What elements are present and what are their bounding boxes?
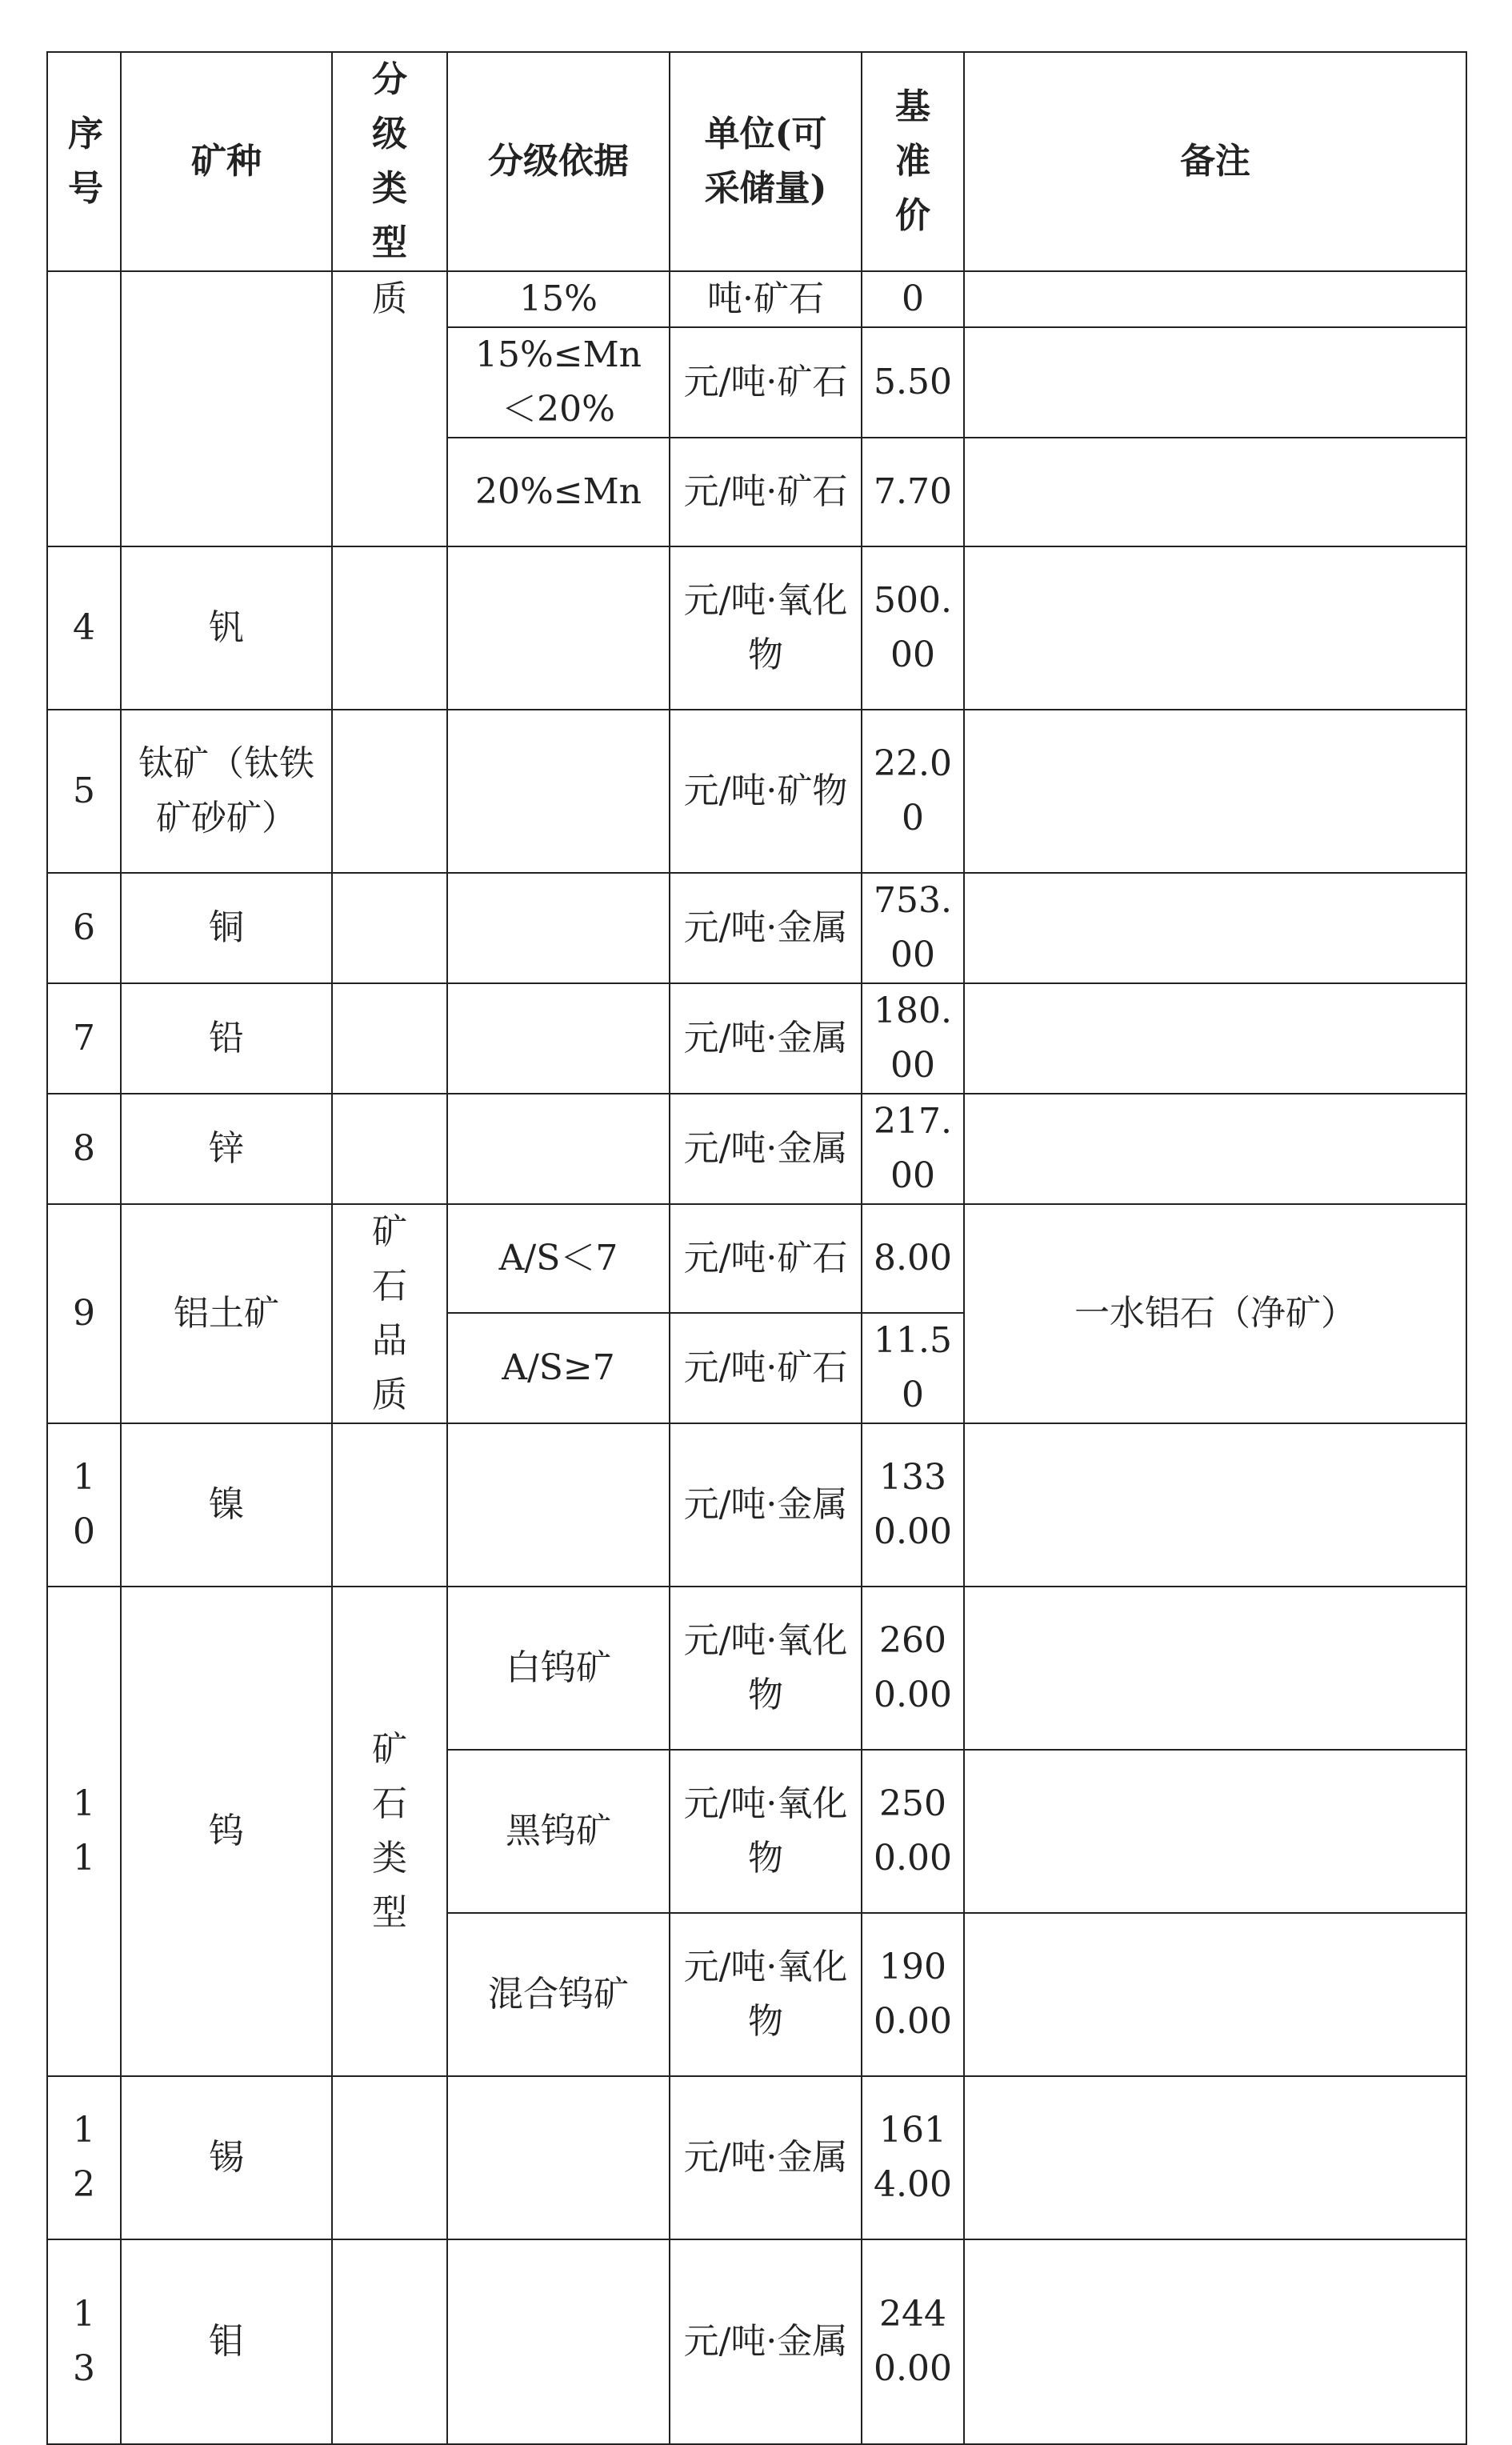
seq-cell: 10 xyxy=(47,1423,121,1587)
price-cell: 180.00 xyxy=(862,983,964,1094)
table-row xyxy=(47,1204,1466,1313)
mineral-cell: 锡 xyxy=(121,2076,332,2239)
unit-cell: 元/吨·金属 xyxy=(670,1423,862,1587)
mineral-cell: 钒 xyxy=(121,546,332,710)
table-row xyxy=(47,710,1466,873)
grade-basis-cell: A/S≥7 xyxy=(447,1313,670,1423)
remark-cell xyxy=(964,2076,1466,2239)
mineral-cell: 镍 xyxy=(121,1423,332,1587)
unit-cell: 元/吨·金属 xyxy=(670,2239,862,2444)
table-row xyxy=(47,1587,1466,1750)
grade-type-cell: 矿石品质 xyxy=(332,1204,447,1423)
mineral-cell: 铝土矿 xyxy=(121,1204,332,1423)
seq-cell: 6 xyxy=(47,873,121,983)
header-unit: 单位(可采储量) xyxy=(670,52,862,271)
grade-type-cell xyxy=(332,1094,447,1204)
unit-cell: 元/吨·矿石 xyxy=(670,327,862,438)
remark-cell xyxy=(964,1750,1466,1913)
unit-cell: 元/吨·金属 xyxy=(670,873,862,983)
price-cell: 5.50 xyxy=(862,327,964,438)
grade-basis-cell xyxy=(447,983,670,1094)
mineral-cell: 钛矿（钛铁矿砂矿） xyxy=(121,710,332,873)
seq-cell: 4 xyxy=(47,546,121,710)
seq-cell: 8 xyxy=(47,1094,121,1204)
grade-basis-cell: A/S＜7 xyxy=(447,1204,670,1313)
unit-cell: 元/吨·矿石 xyxy=(670,438,862,546)
mineral-cell: 钼 xyxy=(121,2239,332,2444)
unit-cell: 元/吨·矿石 xyxy=(670,1313,862,1423)
price-cell: 8.00 xyxy=(862,1204,964,1313)
header-base-price: 基准价 xyxy=(862,52,964,271)
price-cell: 2600.00 xyxy=(862,1587,964,1750)
remark-cell xyxy=(964,2239,1466,2444)
mineral-cell: 锌 xyxy=(121,1094,332,1204)
header-grade-type: 分级类型 xyxy=(332,52,447,271)
grade-basis-cell xyxy=(447,1423,670,1587)
remark-cell xyxy=(964,271,1466,327)
remark-cell xyxy=(964,1587,1466,1750)
grade-basis-cell: 混合钨矿 xyxy=(447,1913,670,2076)
header-mineral: 矿种 xyxy=(121,52,332,271)
remark-cell xyxy=(964,1913,1466,2076)
unit-cell: 元/吨·氧化物 xyxy=(670,1750,862,1913)
seq-cell: 7 xyxy=(47,983,121,1094)
grade-basis-cell xyxy=(447,2076,670,2239)
price-cell: 500.00 xyxy=(862,546,964,710)
price-cell: 7.70 xyxy=(862,438,964,546)
header-remarks: 备注 xyxy=(964,52,1466,271)
table-row xyxy=(47,546,1466,710)
grade-type-cell xyxy=(332,546,447,710)
unit-cell: 元/吨·氧化物 xyxy=(670,546,862,710)
table-row xyxy=(47,2239,1466,2444)
price-cell: 217.00 xyxy=(862,1094,964,1204)
grade-basis-cell xyxy=(447,546,670,710)
header-seq: 序号 xyxy=(47,52,121,271)
grade-basis-cell xyxy=(447,873,670,983)
unit-cell: 元/吨·金属 xyxy=(670,983,862,1094)
unit-cell: 元/吨·矿物 xyxy=(670,710,862,873)
table-row xyxy=(47,983,1466,1094)
unit-cell: 元/吨·氧化物 xyxy=(670,1587,862,1750)
table-row xyxy=(47,2076,1466,2239)
remark-cell xyxy=(964,438,1466,546)
grade-type-cell xyxy=(332,1423,447,1587)
table-row xyxy=(47,1094,1466,1204)
grade-basis-cell: 黑钨矿 xyxy=(447,1750,670,1913)
price-cell: 1614.00 xyxy=(862,2076,964,2239)
seq-cell xyxy=(47,271,121,546)
grade-basis-cell: 15% xyxy=(447,271,670,327)
remark-cell xyxy=(964,873,1466,983)
grade-type-cell xyxy=(332,710,447,873)
remark-cell: 一水铝石（净矿） xyxy=(964,1204,1466,1423)
remark-cell xyxy=(964,1094,1466,1204)
mineral-price-table xyxy=(46,51,1467,2445)
price-cell: 11.50 xyxy=(862,1313,964,1423)
remark-cell xyxy=(964,710,1466,873)
seq-cell: 11 xyxy=(47,1587,121,2076)
unit-cell: 元/吨·金属 xyxy=(670,1094,862,1204)
grade-basis-cell xyxy=(447,2239,670,2444)
remark-cell xyxy=(964,546,1466,710)
mineral-cell xyxy=(121,271,332,546)
remark-cell xyxy=(964,983,1466,1094)
seq-cell: 13 xyxy=(47,2239,121,2444)
grade-type-cell: 质 xyxy=(332,271,447,546)
remark-cell xyxy=(964,1423,1466,1587)
price-cell: 2440.00 xyxy=(862,2239,964,2444)
price-cell: 1900.00 xyxy=(862,1913,964,2076)
grade-basis-cell: 15%≤Mn＜20% xyxy=(447,327,670,438)
table-row xyxy=(47,1423,1466,1587)
grade-type-cell: 矿石类型 xyxy=(332,1587,447,2076)
mineral-cell: 钨 xyxy=(121,1587,332,2076)
unit-cell: 元/吨·矿石 xyxy=(670,1204,862,1313)
grade-type-cell xyxy=(332,983,447,1094)
price-cell: 0 xyxy=(862,271,964,327)
header-grade-basis: 分级依据 xyxy=(447,52,670,271)
price-cell: 753.00 xyxy=(862,873,964,983)
seq-cell: 9 xyxy=(47,1204,121,1423)
mineral-cell: 铜 xyxy=(121,873,332,983)
seq-cell: 12 xyxy=(47,2076,121,2239)
grade-basis-cell xyxy=(447,710,670,873)
grade-type-cell xyxy=(332,873,447,983)
mineral-cell: 铅 xyxy=(121,983,332,1094)
unit-cell: 元/吨·氧化物 xyxy=(670,1913,862,2076)
header-row xyxy=(47,52,1466,271)
unit-cell: 元/吨·金属 xyxy=(670,2076,862,2239)
table-row xyxy=(47,271,1466,327)
table-row xyxy=(47,873,1466,983)
price-cell: 22.00 xyxy=(862,710,964,873)
unit-cell: 吨·矿石 xyxy=(670,271,862,327)
grade-type-cell xyxy=(332,2239,447,2444)
price-cell: 2500.00 xyxy=(862,1750,964,1913)
grade-basis-cell xyxy=(447,1094,670,1204)
grade-type-cell xyxy=(332,2076,447,2239)
price-cell: 1330.00 xyxy=(862,1423,964,1587)
grade-basis-cell: 白钨矿 xyxy=(447,1587,670,1750)
seq-cell: 5 xyxy=(47,710,121,873)
grade-basis-cell: 20%≤Mn xyxy=(447,438,670,546)
remark-cell xyxy=(964,327,1466,438)
